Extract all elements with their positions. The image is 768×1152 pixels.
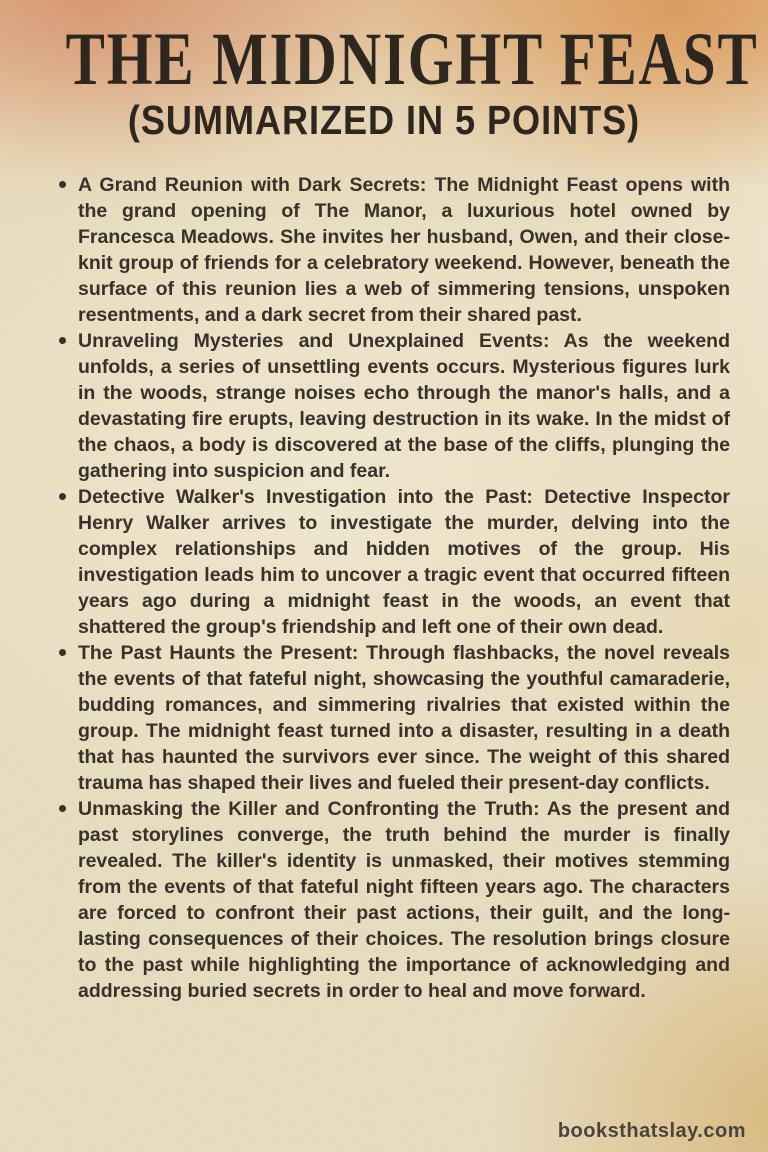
summary-point-2 — [78, 328, 730, 484]
poster-header — [38, 16, 759, 144]
summary-point-text: A Grand Reunion with Dark Secrets: The Midnight Feast opens with the grand opening of The Manor, a luxurious hotel owned by Francesca Meadows. She invites her husband, Owen, and their close-knit group of friends for a celebratory weekend. However, beneath the surface of this reunion lies a web of simmering tensions, unspoken resentments, and a dark secret from their shared past. — [78, 174, 730, 326]
summary-point-5 — [78, 796, 730, 1004]
summary-point-text: Detective Walker's Investigation into the Past: Detective Inspector Henry Walker arrives to investigate the murder, delving into the complex relationships and hidden motives of the group. His investigation leads him to uncover a tragic event that occurred fifteen years ago during a midnight feast in the woods, an event that shattered the group's friendship and left one of their own dead. — [78, 486, 730, 638]
summary-point-text: Unraveling Mysteries and Unexplained Events: As the weekend unfolds, a series of unsettling events occurs. Mysterious figures lurk in the woods, strange noises echo through the manor's halls, and a devastating fire erupts, leaving destruction in its wake. In the midst of the chaos, a body is discovered at the base of the cliffs, plunging the gathering into suspicion and fear. — [78, 330, 730, 482]
watermark: booksthatslay.com — [557, 1120, 746, 1142]
page-subtitle: (SUMMARIZED IN 5 POINTS) — [127, 98, 641, 144]
summary-point-1 — [78, 172, 730, 328]
page-title: THE MIDNIGHT FEAST — [65, 16, 759, 101]
summary-list — [78, 172, 730, 1004]
summary-point-text: The Past Haunts the Present: Through flashbacks, the novel reveals the events of that fateful night, showcasing the youthful camaraderie, budding romances, and simmering rivalries that existed within the group. The midnight feast turned into a disaster, resulting in a death that has haunted the survivors ever since. The weight of this shared trauma has shaped their lives and fueled their present-day conflicts. — [78, 642, 730, 794]
bullet-icon — [59, 805, 66, 812]
bullet-icon — [59, 181, 66, 188]
bullet-icon — [59, 649, 66, 656]
summary-point-3 — [78, 484, 730, 640]
bullet-icon — [59, 493, 66, 500]
summary-point-text: Unmasking the Killer and Confronting the Truth: As the present and past storylines converge, the truth behind the murder is finally revealed. The killer's identity is unmasked, their motives stemming from the events of that fateful night fifteen years ago. The characters are forced to confront their past actions, their guilt, and the long-lasting consequences of their choices. The resolution brings closure to the past while highlighting the importance of acknowledging and addressing buried secrets in order to heal and move forward. — [78, 798, 730, 1002]
summary-point-4 — [78, 640, 730, 796]
bullet-icon — [59, 337, 66, 344]
